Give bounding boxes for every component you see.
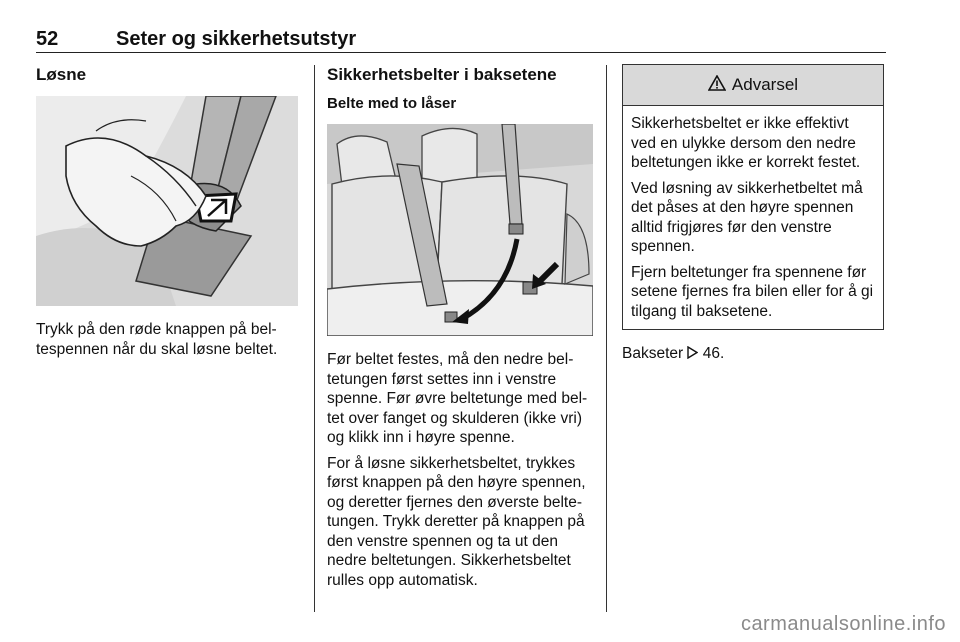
- reference-page-link[interactable]: 46.: [702, 345, 725, 362]
- reference-label: Bakseter: [622, 345, 684, 362]
- page-arrow-icon: [687, 345, 702, 362]
- warning-triangle-icon: [708, 75, 726, 96]
- release-procedure: For å løsne sikkerhetsbeltet, trykkes først knappen på den høyre spennen, og deretter fjernes den øverste belte-tungen. Trykk deretter på knappen på den venstre spennen og ta ut den nedre beltetungen. Sikkerhetsbeltet rulles opp automatisk.: [327, 454, 586, 589]
- warning-body: [623, 106, 883, 329]
- page-number: 52: [36, 28, 59, 50]
- rear-seat-belt-illustration: [327, 124, 593, 336]
- unfasten-instruction: Trykk på den røde knappen på bel- tespennen når du skal løsne beltet.: [36, 321, 278, 358]
- warning-text-1: Sikkerhetsbeltet er ikke effektivt ved en ulykke dersom den nedre beltetungen ikke er korrekt festet.: [631, 115, 861, 171]
- buckle-release-illustration: [36, 96, 298, 306]
- chapter-title: Seter og sikkerhetsutstyr: [116, 28, 357, 50]
- subheading-two-buckles: Belte med to låser: [327, 95, 457, 112]
- section-heading-unfasten: Løsne: [36, 65, 87, 84]
- column-rear-belts: [327, 64, 593, 590]
- column-divider-2: [606, 65, 607, 612]
- warning-text-3: Fjern beltetunger fra spennene før setene fjernes fra bilen eller for å gi tilgang til baksetene.: [631, 263, 874, 320]
- column-warning: [622, 64, 884, 364]
- watermark-text: carmanualsonline.info: [740, 613, 946, 635]
- cross-reference: [622, 344, 884, 364]
- warning-text-2: Ved løsning av sikkerhetbeltet må det påses at den høyre spennen alltid frigjøres før den venstre spennen.: [631, 179, 863, 255]
- fasten-procedure: Før beltet festes, må den nedre bel-tetungen først settes inn i venstre spenne. Før øvre beltetunge med bel-tet over fanget og skulderen (ikke vri) og klikk inn i høyre spenne.: [327, 351, 588, 446]
- column-unfasten: [36, 64, 298, 359]
- warning-title: Advarsel: [731, 75, 799, 94]
- column-divider-1: [314, 65, 315, 612]
- section-heading-rear-belts: Sikkerhetsbelter i baksetene: [327, 65, 557, 84]
- warning-box: [622, 64, 884, 330]
- page-header: [36, 22, 886, 53]
- warning-header: [623, 65, 883, 106]
